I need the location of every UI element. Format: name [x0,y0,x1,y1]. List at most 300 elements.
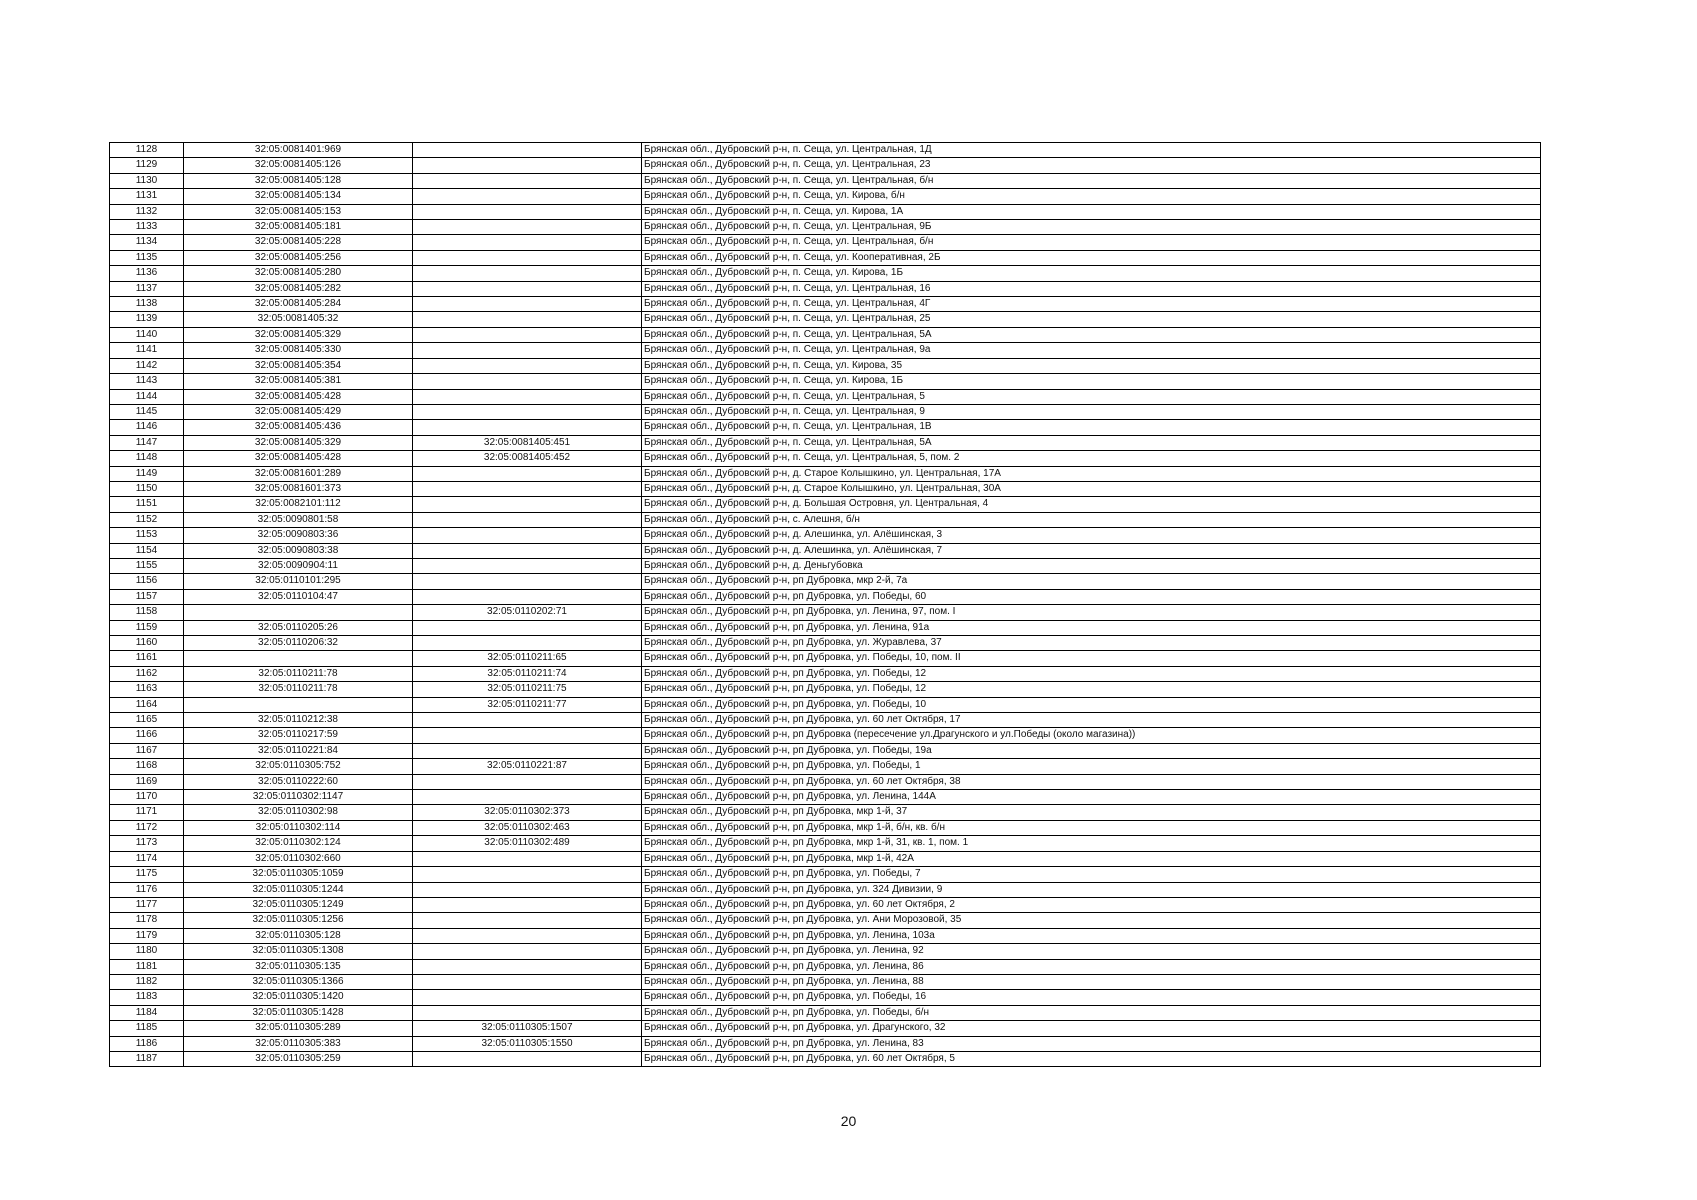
address-cell: Брянская обл., Дубровский р-н, п. Сеща, ул. Центральная, 9а [642,343,1541,358]
table-row [110,558,1541,573]
linked-cadastral-number-cell [413,220,642,235]
cadastral-number-cell: 32:05:0081405:134 [184,189,413,204]
cadastral-number-cell: 32:05:0081405:280 [184,266,413,281]
table-row [110,158,1541,173]
table-row [110,928,1541,943]
table-row [110,466,1541,481]
address-cell: Брянская обл., Дубровский р-н, п. Сеща, ул. Кирова, 1Б [642,266,1541,281]
linked-cadastral-number-cell [413,389,642,404]
row-number-cell: 1149 [110,466,184,481]
address-cell: Брянская обл., Дубровский р-н, п. Сеща, ул. Центральная, 5, пом. 2 [642,451,1541,466]
linked-cadastral-number-cell [413,867,642,882]
address-cell: Брянская обл., Дубровский р-н, рп Дубровка, ул. Победы, б/н [642,1005,1541,1020]
cadastral-number-cell: 32:05:0081405:128 [184,173,413,188]
table-row [110,574,1541,589]
row-number-cell: 1158 [110,605,184,620]
address-cell: Брянская обл., Дубровский р-н, рп Дубровка, ул. Победы, 12 [642,666,1541,681]
cadastral-number-cell: 32:05:0082101:112 [184,497,413,512]
address-cell: Брянская обл., Дубровский р-н, рп Дубровка, ул. Ани Морозовой, 35 [642,913,1541,928]
linked-cadastral-number-cell [413,343,642,358]
cadastral-number-cell: 32:05:0081405:256 [184,250,413,265]
linked-cadastral-number-cell [413,143,642,158]
cadastral-number-cell: 32:05:0081405:330 [184,343,413,358]
table-row [110,528,1541,543]
address-cell: Брянская обл., Дубровский р-н, п. Сеща, ул. Центральная, 9 [642,404,1541,419]
cadastral-number-cell: 32:05:0110305:752 [184,759,413,774]
address-cell: Брянская обл., Дубровский р-н, д. Деньгубовка [642,558,1541,573]
address-cell: Брянская обл., Дубровский р-н, рп Дубровка, ул. Ленина, 97, пом. I [642,605,1541,620]
table-row [110,420,1541,435]
linked-cadastral-number-cell [413,158,642,173]
address-cell: Брянская обл., Дубровский р-н, рп Дубровка, ул. Ленина, 91а [642,620,1541,635]
address-cell: Брянская обл., Дубровский р-н, д. Старое Колышкино, ул. Центральная, 30А [642,481,1541,496]
address-cell: Брянская обл., Дубровский р-н, рп Дубровка, ул. 60 лет Октября, 38 [642,774,1541,789]
address-cell: Брянская обл., Дубровский р-н, рп Дубровка, мкр 1-й, б/н, кв. б/н [642,820,1541,835]
row-number-cell: 1182 [110,974,184,989]
linked-cadastral-number-cell [413,266,642,281]
cadastral-number-cell: 32:05:0110302:114 [184,820,413,835]
row-number-cell: 1166 [110,728,184,743]
row-number-cell: 1172 [110,820,184,835]
table-row [110,389,1541,404]
cadastral-number-cell: 32:05:0081405:228 [184,235,413,250]
cadastral-number-cell: 32:05:0081405:284 [184,297,413,312]
table-row [110,605,1541,620]
table-row [110,281,1541,296]
linked-cadastral-number-cell [413,481,642,496]
table-row [110,451,1541,466]
address-cell: Брянская обл., Дубровский р-н, п. Сеща, ул. Центральная, 4Г [642,297,1541,312]
row-number-cell: 1171 [110,805,184,820]
cadastral-number-cell: 32:05:0081405:153 [184,204,413,219]
table-row [110,697,1541,712]
linked-cadastral-number-cell [413,528,642,543]
table-row [110,913,1541,928]
cadastral-number-cell: 32:05:0110104:47 [184,589,413,604]
address-cell: Брянская обл., Дубровский р-н, рп Дубровка, мкр 1-й, 42А [642,851,1541,866]
linked-cadastral-number-cell [413,743,642,758]
linked-cadastral-number-cell: 32:05:0110221:87 [413,759,642,774]
cadastral-number-cell [184,697,413,712]
address-cell: Брянская обл., Дубровский р-н, рп Дубровка, ул. Победы, 16 [642,990,1541,1005]
table-row [110,728,1541,743]
address-cell: Брянская обл., Дубровский р-н, рп Дубровка, ул. Ленина, 88 [642,974,1541,989]
linked-cadastral-number-cell [413,358,642,373]
linked-cadastral-number-cell: 32:05:0110202:71 [413,605,642,620]
row-number-cell: 1142 [110,358,184,373]
cadastral-number-cell: 32:05:0110305:1308 [184,944,413,959]
row-number-cell: 1178 [110,913,184,928]
linked-cadastral-number-cell [413,851,642,866]
linked-cadastral-number-cell [413,404,642,419]
cadastral-number-cell: 32:05:0081405:436 [184,420,413,435]
row-number-cell: 1169 [110,774,184,789]
address-cell: Брянская обл., Дубровский р-н, п. Сеща, ул. Центральная, 5А [642,327,1541,342]
linked-cadastral-number-cell [413,512,642,527]
table-row [110,512,1541,527]
linked-cadastral-number-cell: 32:05:0110211:74 [413,666,642,681]
row-number-cell: 1139 [110,312,184,327]
address-cell: Брянская обл., Дубровский р-н, п. Сеща, ул. Кирова, 1А [642,204,1541,219]
address-cell: Брянская обл., Дубровский р-н, п. Сеща, ул. Центральная, 5 [642,389,1541,404]
cadastral-number-cell: 32:05:0081601:373 [184,481,413,496]
table-row [110,250,1541,265]
linked-cadastral-number-cell: 32:05:0110211:75 [413,682,642,697]
row-number-cell: 1144 [110,389,184,404]
row-number-cell: 1173 [110,836,184,851]
table-row [110,374,1541,389]
address-cell: Брянская обл., Дубровский р-н, п. Сеща, ул. Центральная, 16 [642,281,1541,296]
row-number-cell: 1163 [110,682,184,697]
linked-cadastral-number-cell [413,558,642,573]
row-number-cell: 1145 [110,404,184,419]
cadastral-number-cell: 32:05:0081601:289 [184,466,413,481]
table-row [110,836,1541,851]
cadastral-number-cell: 32:05:0110217:59 [184,728,413,743]
cadastral-number-cell: 32:05:0081405:32 [184,312,413,327]
cadastral-number-cell: 32:05:0081405:329 [184,327,413,342]
linked-cadastral-number-cell: 32:05:0110211:65 [413,651,642,666]
row-number-cell: 1186 [110,1036,184,1051]
row-number-cell: 1136 [110,266,184,281]
linked-cadastral-number-cell [413,882,642,897]
linked-cadastral-number-cell [413,327,642,342]
table-row [110,682,1541,697]
table-row [110,774,1541,789]
linked-cadastral-number-cell [413,497,642,512]
cadastral-number-cell: 32:05:0110305:1256 [184,913,413,928]
linked-cadastral-number-cell: 32:05:0110305:1507 [413,1021,642,1036]
table-row [110,204,1541,219]
linked-cadastral-number-cell [413,420,642,435]
cadastral-number-cell: 32:05:0110305:128 [184,928,413,943]
linked-cadastral-number-cell [413,589,642,604]
address-cell: Брянская обл., Дубровский р-н, рп Дубровка, ул. Победы, 7 [642,867,1541,882]
table-row [110,713,1541,728]
row-number-cell: 1175 [110,867,184,882]
cadastral-number-cell: 32:05:0081405:282 [184,281,413,296]
linked-cadastral-number-cell [413,235,642,250]
table-row [110,312,1541,327]
row-number-cell: 1155 [110,558,184,573]
cadastral-number-cell: 32:05:0110205:26 [184,620,413,635]
linked-cadastral-number-cell [413,189,642,204]
linked-cadastral-number-cell [413,713,642,728]
address-cell: Брянская обл., Дубровский р-н, д. Старое Колышкино, ул. Центральная, 17А [642,466,1541,481]
address-cell: Брянская обл., Дубровский р-н, рп Дубровка, ул. 60 лет Октября, 17 [642,713,1541,728]
linked-cadastral-number-cell [413,728,642,743]
cadastral-number-cell: 32:05:0110305:1059 [184,867,413,882]
address-cell: Брянская обл., Дубровский р-н, п. Сеща, ул. Кирова, 35 [642,358,1541,373]
table-row [110,220,1541,235]
address-cell: Брянская обл., Дубровский р-н, рп Дубровка, ул. Ленина, 144А [642,790,1541,805]
address-cell: Брянская обл., Дубровский р-н, рп Дубровка, мкр 2-й, 7а [642,574,1541,589]
linked-cadastral-number-cell [413,974,642,989]
row-number-cell: 1132 [110,204,184,219]
cadastral-number-cell: 32:05:0110305:383 [184,1036,413,1051]
table-row [110,297,1541,312]
address-cell: Брянская обл., Дубровский р-н, рп Дубровка, ул. Победы, 10, пом. II [642,651,1541,666]
row-number-cell: 1164 [110,697,184,712]
linked-cadastral-number-cell: 32:05:0110305:1550 [413,1036,642,1051]
linked-cadastral-number-cell [413,913,642,928]
row-number-cell: 1161 [110,651,184,666]
cadastral-number-cell: 32:05:0090803:38 [184,543,413,558]
address-cell: Брянская обл., Дубровский р-н, с. Алешня, б/н [642,512,1541,527]
address-cell: Брянская обл., Дубровский р-н, д. Большая Островня, ул. Центральная, 4 [642,497,1541,512]
linked-cadastral-number-cell: 32:05:0081405:451 [413,435,642,450]
linked-cadastral-number-cell [413,173,642,188]
table-row [110,543,1541,558]
table-row [110,327,1541,342]
cadastral-number-cell: 32:05:0110305:1366 [184,974,413,989]
address-cell: Брянская обл., Дубровский р-н, рп Дубровка, ул. Ленина, 92 [642,944,1541,959]
table-row [110,497,1541,512]
linked-cadastral-number-cell: 32:05:0110211:77 [413,697,642,712]
cadastral-number-cell: 32:05:0081405:429 [184,404,413,419]
cadastral-number-cell: 32:05:0081405:381 [184,374,413,389]
table-row [110,743,1541,758]
row-number-cell: 1146 [110,420,184,435]
table-row [110,651,1541,666]
cadastral-number-cell: 32:05:0110302:98 [184,805,413,820]
cadastral-number-cell: 32:05:0110305:1428 [184,1005,413,1020]
row-number-cell: 1179 [110,928,184,943]
address-cell: Брянская обл., Дубровский р-н, рп Дубровка, ул. Ленина, 83 [642,1036,1541,1051]
cadastral-number-cell: 32:05:0110101:295 [184,574,413,589]
cadastral-number-cell: 32:05:0110221:84 [184,743,413,758]
linked-cadastral-number-cell [413,1051,642,1066]
table-row [110,481,1541,496]
table-row [110,189,1541,204]
table-row [110,1051,1541,1066]
cadastral-number-cell: 32:05:0081405:181 [184,220,413,235]
address-cell: Брянская обл., Дубровский р-н, п. Сеща, ул. Центральная, б/н [642,173,1541,188]
table-row [110,266,1541,281]
table-row [110,790,1541,805]
cadastral-number-cell [184,651,413,666]
table-row [110,173,1541,188]
row-number-cell: 1153 [110,528,184,543]
cadastral-number-cell: 32:05:0110212:38 [184,713,413,728]
table-row [110,944,1541,959]
cadastral-number-cell: 32:05:0110302:124 [184,836,413,851]
register-table-body [110,143,1541,1067]
row-number-cell: 1140 [110,327,184,342]
row-number-cell: 1129 [110,158,184,173]
table-row [110,235,1541,250]
row-number-cell: 1174 [110,851,184,866]
cadastral-number-cell: 32:05:0110302:660 [184,851,413,866]
cadastral-number-cell: 32:05:0090904:11 [184,558,413,573]
address-cell: Брянская обл., Дубровский р-н, рп Дубровка (пересечение ул.Драгунского и ул.Победы (около магазина)) [642,728,1541,743]
address-cell: Брянская обл., Дубровский р-н, рп Дубровка, ул. Журавлева, 37 [642,636,1541,651]
table-row [110,1021,1541,1036]
row-number-cell: 1165 [110,713,184,728]
table-row [110,589,1541,604]
row-number-cell: 1133 [110,220,184,235]
address-cell: Брянская обл., Дубровский р-н, п. Сеща, ул. Кооперативная, 2Б [642,250,1541,265]
table-row [110,867,1541,882]
row-number-cell: 1185 [110,1021,184,1036]
address-cell: Брянская обл., Дубровский р-н, рп Дубровка, ул. Победы, 1 [642,759,1541,774]
row-number-cell: 1184 [110,1005,184,1020]
row-number-cell: 1138 [110,297,184,312]
linked-cadastral-number-cell [413,374,642,389]
table-row [110,1005,1541,1020]
linked-cadastral-number-cell [413,204,642,219]
page-number: 20 [840,1113,857,1129]
table-row [110,820,1541,835]
linked-cadastral-number-cell: 32:05:0081405:452 [413,451,642,466]
cadastral-number-cell: 32:05:0110211:78 [184,682,413,697]
table-row [110,759,1541,774]
address-cell: Брянская обл., Дубровский р-н, рп Дубровка, ул. Ленина, 103а [642,928,1541,943]
cadastral-number-cell: 32:05:0110305:1244 [184,882,413,897]
table-row [110,666,1541,681]
address-cell: Брянская обл., Дубровский р-н, рп Дубровка, ул. 60 лет Октября, 2 [642,897,1541,912]
address-cell: Брянская обл., Дубровский р-н, рп Дубровка, ул. Победы, 12 [642,682,1541,697]
table-row [110,620,1541,635]
table-row [110,435,1541,450]
cadastral-number-cell: 32:05:0081405:428 [184,389,413,404]
linked-cadastral-number-cell [413,543,642,558]
linked-cadastral-number-cell [413,466,642,481]
linked-cadastral-number-cell [413,312,642,327]
linked-cadastral-number-cell [413,574,642,589]
row-number-cell: 1147 [110,435,184,450]
address-cell: Брянская обл., Дубровский р-н, рп Дубровка, ул. Победы, 19а [642,743,1541,758]
row-number-cell: 1150 [110,481,184,496]
table-row [110,959,1541,974]
table-row [110,805,1541,820]
linked-cadastral-number-cell [413,281,642,296]
table-row [110,358,1541,373]
linked-cadastral-number-cell: 32:05:0110302:373 [413,805,642,820]
cadastral-number-cell: 32:05:0090801:58 [184,512,413,527]
row-number-cell: 1154 [110,543,184,558]
table-row [110,990,1541,1005]
address-cell: Брянская обл., Дубровский р-н, д. Алешинка, ул. Алёшинская, 3 [642,528,1541,543]
linked-cadastral-number-cell [413,959,642,974]
address-cell: Брянская обл., Дубровский р-н, п. Сеща, ул. Центральная, 23 [642,158,1541,173]
linked-cadastral-number-cell [413,297,642,312]
address-cell: Брянская обл., Дубровский р-н, п. Сеща, ул. Центральная, 25 [642,312,1541,327]
table-row [110,851,1541,866]
table-row [110,143,1541,158]
cadastral-number-cell: 32:05:0110305:1249 [184,897,413,912]
row-number-cell: 1162 [110,666,184,681]
row-number-cell: 1141 [110,343,184,358]
row-number-cell: 1157 [110,589,184,604]
cadastral-number-cell: 32:05:0081405:354 [184,358,413,373]
row-number-cell: 1135 [110,250,184,265]
row-number-cell: 1187 [110,1051,184,1066]
cadastral-number-cell: 32:05:0110206:32 [184,636,413,651]
table-row [110,974,1541,989]
address-cell: Брянская обл., Дубровский р-н, п. Сеща, ул. Центральная, 1Д [642,143,1541,158]
cadastral-number-cell: 32:05:0090803:36 [184,528,413,543]
row-number-cell: 1156 [110,574,184,589]
address-cell: Брянская обл., Дубровский р-н, рп Дубровка, ул. Победы, 10 [642,697,1541,712]
table-row [110,404,1541,419]
address-cell: Брянская обл., Дубровский р-н, п. Сеща, ул. Кирова, б/н [642,189,1541,204]
cadastral-number-cell: 32:05:0081405:329 [184,435,413,450]
linked-cadastral-number-cell [413,897,642,912]
linked-cadastral-number-cell: 32:05:0110302:463 [413,820,642,835]
row-number-cell: 1137 [110,281,184,296]
row-number-cell: 1160 [110,636,184,651]
linked-cadastral-number-cell [413,790,642,805]
cadastral-number-cell: 32:05:0081405:126 [184,158,413,173]
table-row [110,636,1541,651]
row-number-cell: 1143 [110,374,184,389]
row-number-cell: 1180 [110,944,184,959]
row-number-cell: 1131 [110,189,184,204]
row-number-cell: 1159 [110,620,184,635]
table-row [110,882,1541,897]
row-number-cell: 1151 [110,497,184,512]
cadastral-number-cell: 32:05:0081405:428 [184,451,413,466]
linked-cadastral-number-cell: 32:05:0110302:489 [413,836,642,851]
row-number-cell: 1181 [110,959,184,974]
row-number-cell: 1167 [110,743,184,758]
cadastral-number-cell: 32:05:0081401:969 [184,143,413,158]
address-cell: Брянская обл., Дубровский р-н, п. Сеща, ул. Кирова, 1Б [642,374,1541,389]
table-row [110,343,1541,358]
row-number-cell: 1176 [110,882,184,897]
linked-cadastral-number-cell [413,1005,642,1020]
cadastral-number-cell: 32:05:0110305:1420 [184,990,413,1005]
row-number-cell: 1170 [110,790,184,805]
address-cell: Брянская обл., Дубровский р-н, п. Сеща, ул. Центральная, 1В [642,420,1541,435]
row-number-cell: 1183 [110,990,184,1005]
address-cell: Брянская обл., Дубровский р-н, рп Дубровка, ул. Драгунского, 32 [642,1021,1541,1036]
property-register-table [109,142,1541,1067]
address-cell: Брянская обл., Дубровский р-н, п. Сеща, ул. Центральная, 5А [642,435,1541,450]
cadastral-number-cell: 32:05:0110211:78 [184,666,413,681]
row-number-cell: 1148 [110,451,184,466]
address-cell: Брянская обл., Дубровский р-н, рп Дубровка, ул. Ленина, 86 [642,959,1541,974]
row-number-cell: 1168 [110,759,184,774]
address-cell: Брянская обл., Дубровский р-н, д. Алешинка, ул. Алёшинская, 7 [642,543,1541,558]
row-number-cell: 1152 [110,512,184,527]
linked-cadastral-number-cell [413,928,642,943]
address-cell: Брянская обл., Дубровский р-н, рп Дубровка, ул. 60 лет Октября, 5 [642,1051,1541,1066]
cadastral-number-cell: 32:05:0110302:1147 [184,790,413,805]
cadastral-number-cell [184,605,413,620]
address-cell: Брянская обл., Дубровский р-н, п. Сеща, ул. Центральная, б/н [642,235,1541,250]
linked-cadastral-number-cell [413,774,642,789]
row-number-cell: 1134 [110,235,184,250]
cadastral-number-cell: 32:05:0110305:135 [184,959,413,974]
address-cell: Брянская обл., Дубровский р-н, рп Дубровка, мкр 1-й, 31, кв. 1, пом. 1 [642,836,1541,851]
table-row [110,897,1541,912]
address-cell: Брянская обл., Дубровский р-н, п. Сеща, ул. Центральная, 9Б [642,220,1541,235]
cadastral-number-cell: 32:05:0110305:259 [184,1051,413,1066]
address-cell: Брянская обл., Дубровский р-н, рп Дубровка, мкр 1-й, 37 [642,805,1541,820]
cadastral-number-cell: 32:05:0110222:60 [184,774,413,789]
linked-cadastral-number-cell [413,250,642,265]
linked-cadastral-number-cell [413,944,642,959]
row-number-cell: 1130 [110,173,184,188]
linked-cadastral-number-cell [413,990,642,1005]
linked-cadastral-number-cell [413,620,642,635]
row-number-cell: 1128 [110,143,184,158]
cadastral-number-cell: 32:05:0110305:289 [184,1021,413,1036]
table-row [110,1036,1541,1051]
linked-cadastral-number-cell [413,636,642,651]
